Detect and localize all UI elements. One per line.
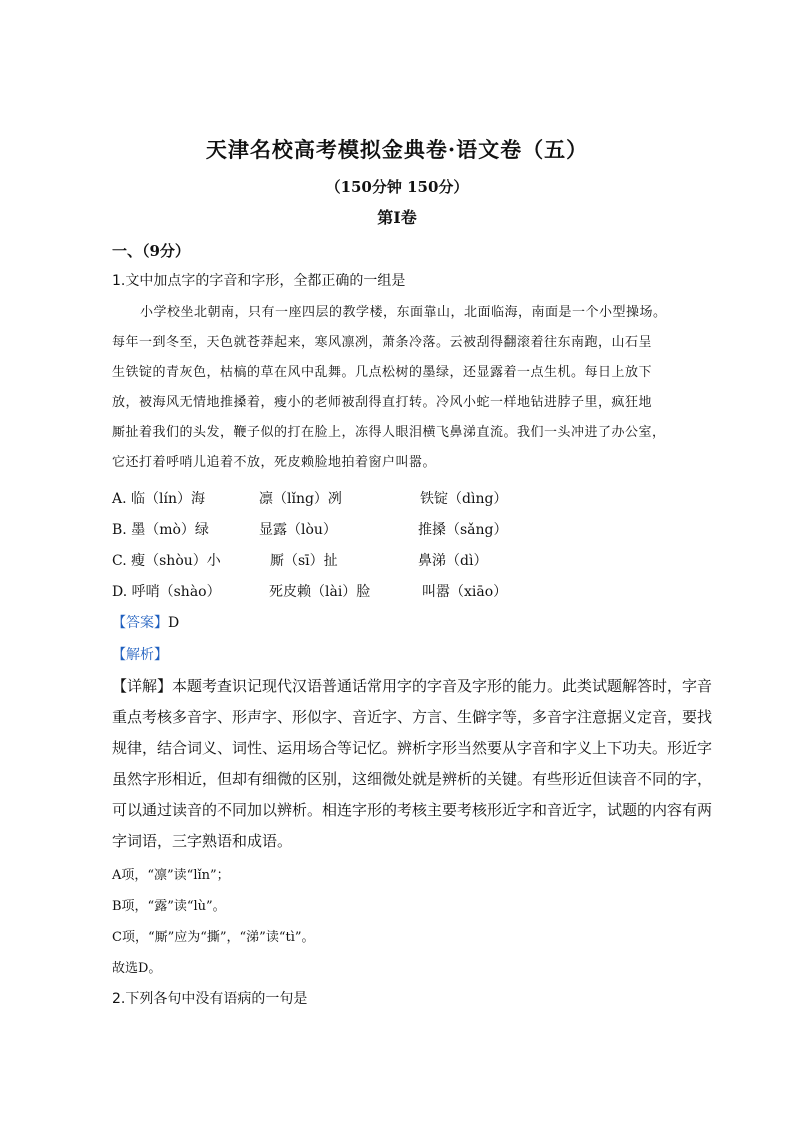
- option-d-1: D. 呼哨（shào）: [112, 584, 221, 600]
- answer-value: D: [168, 615, 180, 631]
- passage-line: 放，被海风无情地推搡着，瘦小的老师被刮得直打转。冷风小蛇一样地钻进脖子里，疯狂地: [112, 395, 653, 410]
- detail-text: 本题考查识记现代汉语普通话常用字的字音及字形的能力。此类试题解答时，字音: [172, 677, 713, 695]
- note-a: A项，“凛”读“lǐn”；: [112, 868, 230, 883]
- option-b-3: 推搡（sǎng）: [418, 522, 508, 538]
- volume-heading: 第Ⅰ卷: [377, 208, 417, 227]
- exam-duration-score: （150分钟 150分）: [325, 178, 469, 196]
- option-a-3: 铁锭（dìng）: [420, 491, 508, 507]
- detail-line: 重点考核多音字、形声字、形似字、音近字、方言、生僻字等，多音字注意据义定音，要找: [112, 708, 713, 726]
- option-d-3: 叫嚣（xiāo）: [422, 584, 508, 600]
- conclusion: 故选D。: [112, 961, 162, 976]
- question-1-stem: 1.文中加点字的字音和字形，全都正确的一组是: [112, 273, 406, 289]
- detail-line: 虽然字形相近，但却有细微的区别，这细微处就是辨析的关键。有些形近但读音不同的字，: [112, 770, 713, 788]
- option-c-1: C. 瘦（shòu）小: [112, 553, 221, 569]
- detail-line: 字词语，三字熟语和成语。: [112, 832, 293, 850]
- passage-line: 厮扯着我们的头发，鞭子似的打在脸上，冻得人眼泪横飞鼻涕直流。我们一头冲进了办公室，: [112, 425, 666, 440]
- passage-line: 它还打着呼哨儿追着不放，死皮赖脸地拍着窗户叫嚣。: [112, 455, 437, 470]
- page-title: 天津名校高考模拟金典卷·语文卷（五）: [205, 137, 589, 162]
- note-c: C项，“厮”应为“撕”，“涕”读“tì”。: [112, 930, 315, 945]
- option-c-3: 鼻涕（dì）: [418, 553, 488, 569]
- option-a-2: 凛（lǐng）冽: [259, 491, 342, 507]
- section-heading: 一、（9分）: [112, 242, 190, 260]
- detail-line: 可以通过读音的不同加以辨析。相连字形的考核主要考核形近字和音近字，试题的内容有两: [112, 801, 713, 819]
- analysis-label: 【解析】: [112, 647, 168, 663]
- question-2-stem: 2.下列各句中没有语病的一句是: [112, 991, 308, 1007]
- passage-line: 生铁锭的青灰色，枯槁的草在风中乱舞。几点松树的墨绿，还显露着一点生机。每日上放下: [112, 365, 653, 380]
- passage-line: 小学校坐北朝南，只有一座四层的教学楼，东面靠山，北面临海，南面是一个小型操场。: [140, 305, 667, 320]
- detail-line: 规律，结合词义、词性、运用场合等记忆。辨析字形当然要从字音和字义上下功夫。形近字: [112, 739, 713, 757]
- option-b-1: B. 墨（mò）绿: [112, 522, 209, 538]
- detail-label: 【详解】: [112, 677, 173, 695]
- answer-row: [112, 612, 179, 632]
- detail-line: [112, 675, 712, 696]
- option-b-2: 显露（lòu）: [259, 522, 337, 538]
- answer-label: 【答案】: [112, 615, 168, 631]
- note-b: B项，“露”读“lù”。: [112, 899, 226, 914]
- passage-line: 每年一到冬至，天色就苍莽起来，寒风凛冽，萧条冷落。云被刮得翻滚着往东南跑，山石呈: [112, 335, 653, 350]
- option-d-2: 死皮赖（lài）脸: [269, 584, 371, 600]
- option-a-1: A. 临（lín）海: [112, 491, 205, 507]
- option-c-2: 厮（sī）扯: [270, 553, 338, 569]
